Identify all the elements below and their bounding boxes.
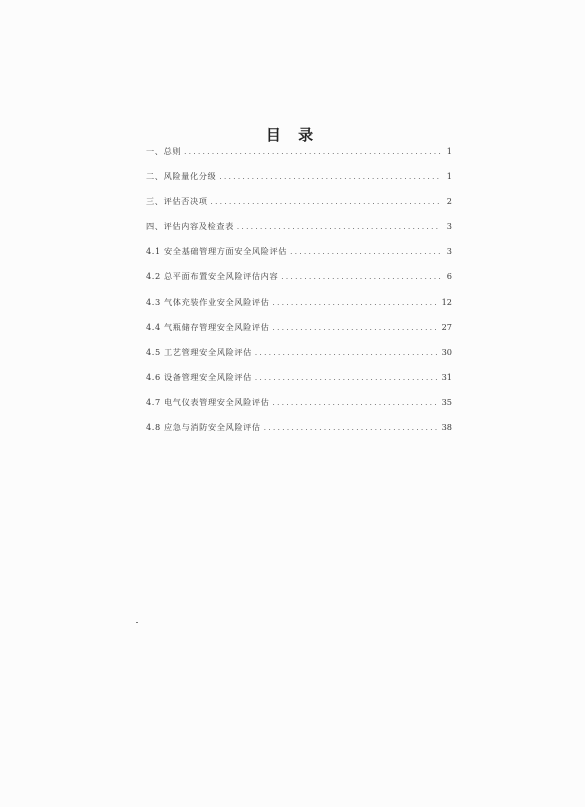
toc-leader-dots	[272, 399, 438, 407]
toc-entry-label: 4.5 工艺管理安全风险评估	[146, 346, 252, 357]
toc-leader-dots	[184, 148, 441, 156]
toc-entry-label: 三、评估否决项	[146, 196, 208, 207]
toc-entry-page: 3	[446, 246, 452, 257]
toc-entry-page: 38	[441, 422, 452, 433]
toc-entry	[146, 322, 452, 347]
toc-entry-label: 4.8 应急与消防安全风险评估	[146, 422, 261, 433]
toc-entry	[146, 297, 452, 322]
toc-entry-page: 35	[441, 396, 452, 407]
toc-entry-label: 一、总则	[146, 146, 182, 156]
toc-entry-page: 31	[441, 371, 452, 382]
toc-entry-page: 12	[441, 296, 452, 307]
toc-entry	[146, 372, 452, 397]
toc-entry-page: 1	[446, 171, 452, 182]
toc-entry	[146, 271, 452, 296]
toc-leader-dots	[281, 273, 441, 281]
toc-leader-dots	[272, 299, 438, 307]
toc-leader-dots	[211, 198, 441, 206]
toc-entry	[146, 146, 452, 171]
toc-entry-label: 四、评估内容及检查表	[146, 221, 234, 232]
toc-entry-label: 4.7 电气仪表管理安全风险评估	[146, 396, 270, 407]
toc-entry-label: 4.6 设备管理安全风险评估	[146, 371, 252, 382]
toc-leader-dots	[264, 424, 439, 432]
toc-leader-dots	[290, 248, 441, 256]
toc-leader-dots	[237, 223, 441, 231]
toc-leader-dots	[219, 173, 441, 181]
toc-entry	[146, 422, 452, 447]
page-title: 目 录	[265, 126, 320, 144]
toc-entry-label: 4.1 安全基础管理方面安全风险评估	[146, 246, 288, 257]
toc-entry-page: 30	[441, 346, 452, 357]
toc-entry-label: 二、风险量化分级	[146, 171, 217, 182]
scan-speck	[136, 622, 138, 623]
toc-leader-dots	[255, 374, 439, 382]
toc-entry	[146, 347, 452, 372]
toc-entry-label: 4.2 总平面布置安全风险评估内容	[146, 271, 279, 282]
toc-entry	[146, 246, 452, 271]
toc-entry-page: 2	[446, 196, 452, 207]
toc-entry-page: 1	[446, 146, 452, 156]
toc-leader-dots	[272, 324, 438, 332]
toc-entry	[146, 171, 452, 196]
toc-entry	[146, 397, 452, 422]
table-of-contents	[146, 146, 452, 447]
toc-entry-page: 3	[446, 221, 452, 232]
toc-leader-dots	[255, 349, 439, 357]
toc-entry	[146, 221, 452, 246]
toc-entry	[146, 196, 452, 221]
toc-entry-label: 4.4 气瓶储存管理安全风险评估	[146, 321, 270, 332]
toc-entry-label: 4.3 气体充装作业安全风险评估	[146, 296, 270, 307]
toc-entry-page: 27	[441, 321, 452, 332]
toc-entry-page: 6	[446, 271, 452, 282]
